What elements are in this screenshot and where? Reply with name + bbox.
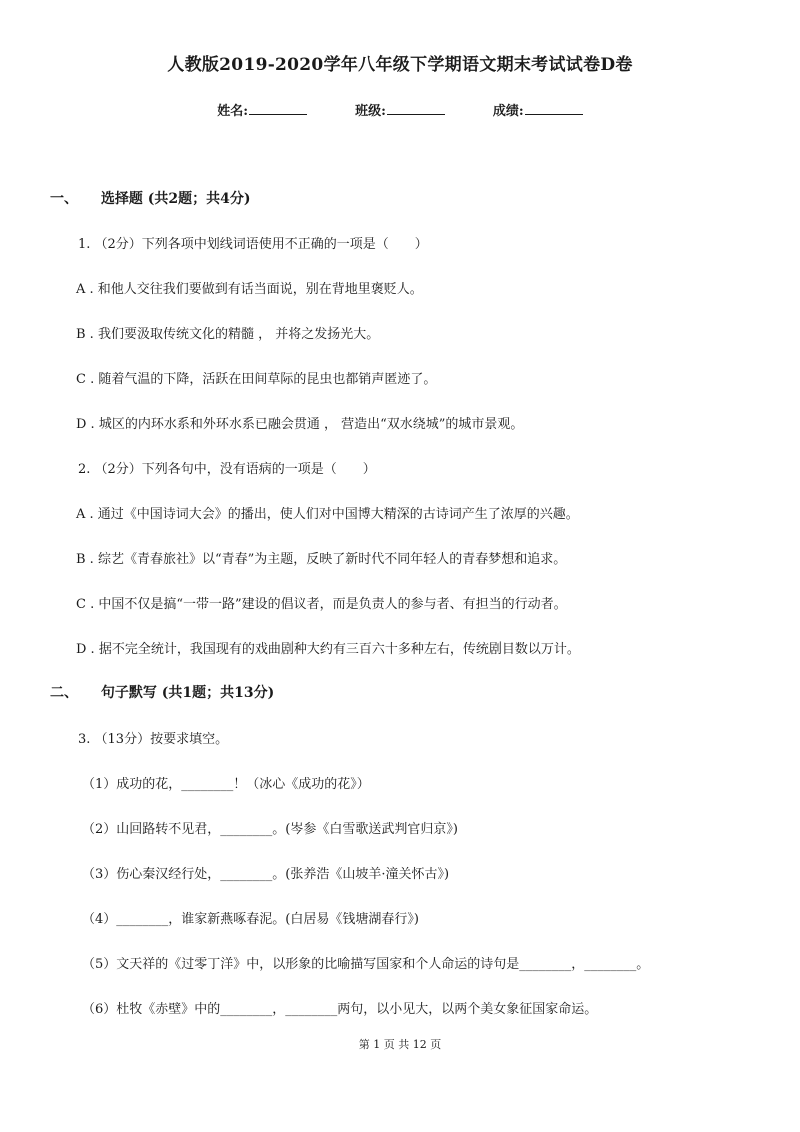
- fill-blank-item: （5）文天祥的《过零丁洋》中，以形象的比喻描写国家和个人命运的诗句是________，________。: [82, 957, 650, 972]
- answer-option: A . 和他人交往我们要做到有话当面说，别在背地里褒贬人。: [76, 282, 423, 297]
- score-field: [493, 100, 583, 119]
- answer-option: B . 我们要汲取传统文化的精髓 ， 并将之发扬光大。: [76, 327, 380, 342]
- answer-option: D . 城区的内环水系和外环水系已融会贯通 ， 营造出“双水绕城”的城市景观。: [76, 417, 524, 432]
- section-title: 选择题 (共2题；共4分): [100, 191, 251, 207]
- question-stem: 2. （2分）下列各句中，没有语病的一项是（ ）: [78, 462, 376, 477]
- answer-option: D . 据不完全统计，我国现有的戏曲剧种大约有三百六十多种左右，传统剧目数以万计。: [76, 642, 580, 657]
- class-blank: [387, 101, 445, 115]
- section-title: 句子默写 (共1题；共13分): [100, 685, 275, 701]
- name-field: [217, 100, 307, 119]
- page-number: 第 1 页 共 12 页: [358, 1038, 442, 1051]
- answer-option: C . 随着气温的下降，活跃在田间草际的昆虫也都销声匿迹了。: [76, 372, 437, 387]
- name-blank: [249, 101, 307, 115]
- student-info-row: [0, 100, 800, 119]
- score-blank: [525, 101, 583, 115]
- score-label: 成绩:: [492, 104, 524, 119]
- page-title: 人教版2019-2020学年八年级下学期语文期末考试试卷D卷: [167, 55, 633, 75]
- answer-option: B . 综艺《青春旅社》以“青春”为主题，反映了新时代不同年轻人的青春梦想和追求。: [76, 552, 567, 567]
- class-field: [355, 100, 445, 119]
- fill-blank-item: （6）杜牧《赤壁》中的________，________两句，以小见大，以两个美女象征国家命运。: [82, 1002, 598, 1017]
- fill-blank-item: （1）成功的花，________！（冰心《成功的花》）: [82, 777, 370, 792]
- answer-option: A . 通过《中国诗词大会》的播出，使人们对中国博大精深的古诗词产生了浓厚的兴趣。: [76, 507, 579, 522]
- name-label: 姓名:: [217, 104, 249, 119]
- fill-blank-item: （2）山回路转不见君，________。(岑参《白雪歌送武判官归京》): [82, 822, 458, 837]
- question-stem: 1. （2分）下列各项中划线词语使用不正确的一项是（ ）: [78, 237, 428, 252]
- question-stem: 3. （13分）按要求填空。: [78, 732, 229, 747]
- section-number: 一、: [50, 191, 78, 207]
- fill-blank-item: （4）________，谁家新燕啄春泥。(白居易《钱塘湖春行》): [82, 912, 419, 927]
- fill-blank-item: （3）伤心秦汉经行处，________。(张养浩《山坡羊·潼关怀古》): [82, 867, 450, 882]
- class-label: 班级:: [355, 104, 386, 119]
- section-heading: [50, 188, 250, 208]
- section-heading: [50, 682, 274, 702]
- section-number: 二、: [50, 685, 78, 701]
- answer-option: C . 中国不仅是搞“一带一路”建设的倡议者，而是负责人的参与者、有担当的行动者。: [76, 597, 567, 612]
